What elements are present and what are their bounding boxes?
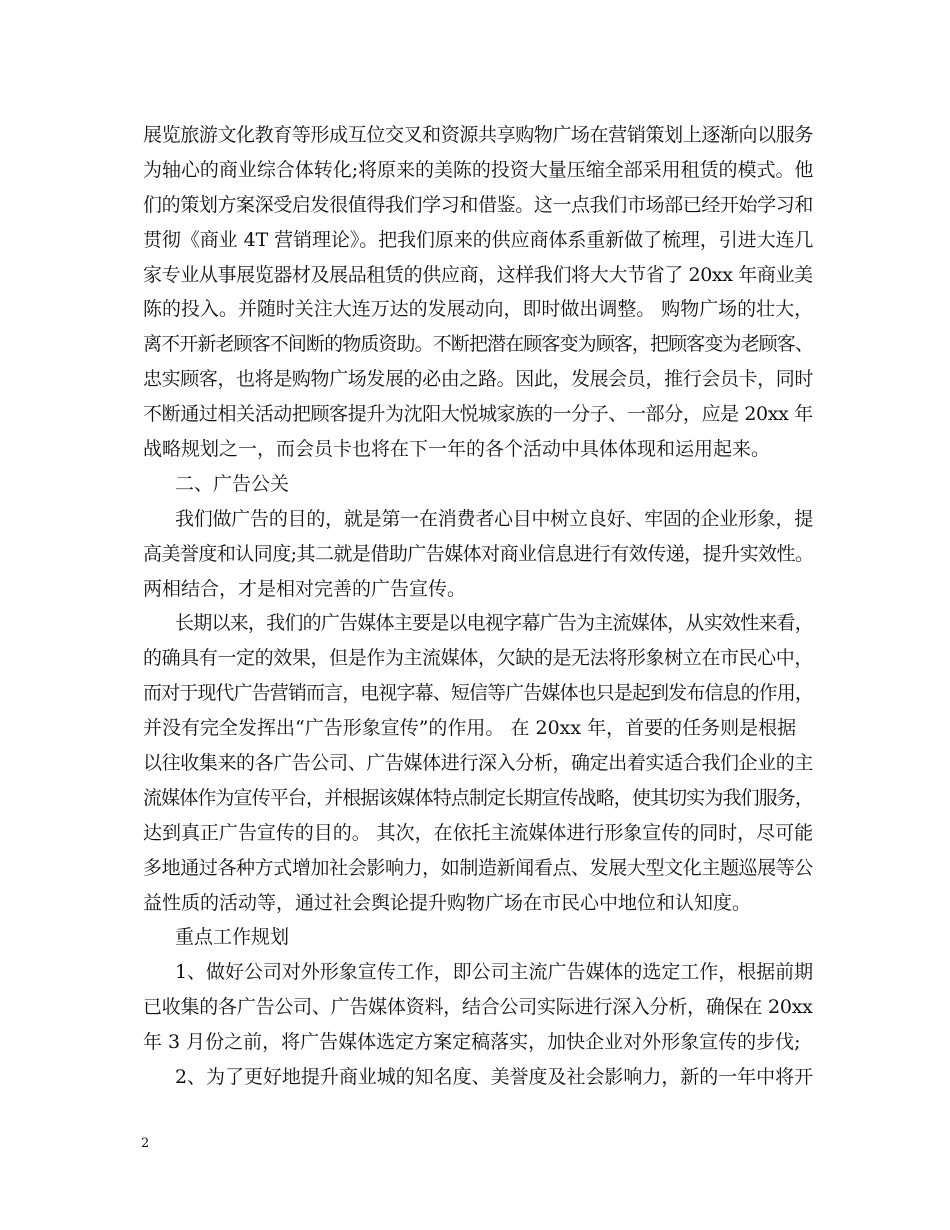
text-line: 流媒体作为宣传平台，并根据该媒体特点制定长期宣传战略，使其切实为我们服务， — [143, 786, 814, 809]
text-line: 我们做广告的目的，就是第一在消费者心目中树立良好、牢固的企业形象，提 — [175, 507, 814, 530]
text-line: 并没有完全发挥出“广告形象宣传”的作用。 在 20xx 年，首要的任务则是根据 — [143, 717, 797, 740]
text-line: 战略规划之一，而会员卡也将在下一年的各个活动中具体体现和运用起来。 — [143, 438, 771, 461]
text-line: 不断通过相关活动把顾客提升为沈阳大悦城家族的一分子、一部分，应是 20xx 年 — [143, 403, 813, 426]
text-line: 展览旅游文化教育等形成互位交叉和资源共享购物广场在营销策划上逐渐向以服务 — [143, 124, 814, 146]
text-line: 为轴心的商业综合体转化;将原来的美陈的投资大量压缩全部采用租赁的模式。他 — [143, 158, 814, 181]
text-line: 年 3 月份之前，将广告媒体选定方案定稿落实，加快企业对外形象宣传的步伐; — [143, 1031, 801, 1054]
text-line: 已收集的各广告公司、广告媒体资料，结合公司实际进行深入分析，确保在 20xx — [143, 996, 813, 1019]
text-line: 贯彻《商业 4T 营销理论》。把我们原来的供应商体系重新做了梳理，引进大连几 — [143, 228, 814, 251]
text-line: 陈的投入。并随时关注大连万达的发展动向，即时做出调整。 购物广场的壮大， — [143, 298, 814, 321]
text-line: 益性质的活动等，通过社会舆论提升购物广场在市民心中地位和认知度。 — [143, 891, 752, 914]
text-line: 的确具有一定的效果，但是作为主流媒体，欠缺的是无法将形象树立在市民心中， — [143, 647, 814, 670]
text-line: 们的策划方案深受启发很值得我们学习和借鉴。这一点我们市场部已经开始学习和 — [143, 193, 814, 216]
text-line: 家专业从事展览器材及展品租赁的供应商，这样我们将大大节省了 20xx 年商业美 — [143, 263, 813, 286]
text-line: 1、做好公司对外形象宣传工作，即公司主流广告媒体的选定工作，根据前期 — [175, 961, 814, 984]
text-line: 忠实顾客，也将是购物广场发展的必由之路。因此，发展会员，推行会员卡，同时 — [143, 368, 814, 391]
text-line: 长期以来，我们的广告媒体主要是以电视字幕广告为主流媒体，从实效性来看， — [175, 612, 814, 635]
text-line: 离不开新老顾客不间断的物质资助。不断把潜在顾客变为顾客，把顾客变为老顾客、 — [143, 333, 814, 356]
text-line: 重点工作规划 — [175, 926, 290, 949]
text-line: 二、广告公关 — [175, 472, 290, 495]
text-line: 2、为了更好地提升商业城的知名度、美誉度及社会影响力，新的一年中将开 — [175, 1066, 814, 1089]
text-line: 以往收集来的各广告公司、广告媒体进行深入分析，确定出着实适合我们企业的主 — [143, 752, 814, 775]
text-line: 达到真正广告宣传的目的。 其次，在依托主流媒体进行形象宣传的同时，尽可能 — [143, 821, 814, 844]
text-line: 高美誉度和认同度;其二就是借助广告媒体对商业信息进行有效传递，提升实效性。 — [143, 542, 814, 565]
text-line: 多地通过各种方式增加社会影响力，如制造新闻看点、发展大型文化主题巡展等公 — [143, 856, 814, 879]
document-body — [143, 118, 813, 1095]
text-line: 两相结合，才是相对完善的广告宣传。 — [143, 577, 467, 600]
page-number: 2 — [141, 1136, 150, 1151]
text-line: 而对于现代广告营销而言，电视字幕、短信等广告媒体也只是起到发布信息的作用， — [143, 682, 814, 705]
